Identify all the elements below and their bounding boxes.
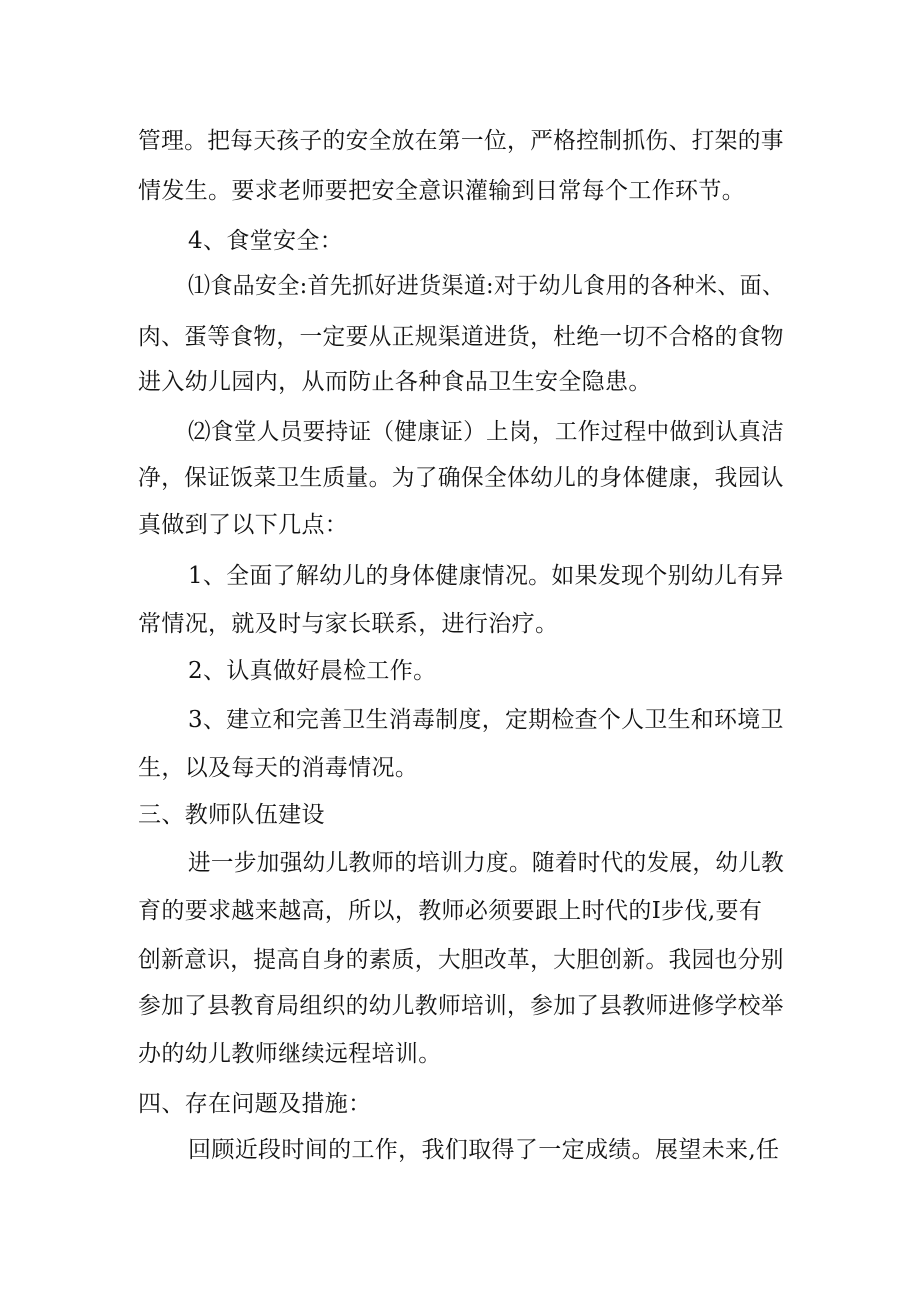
list-item: 3、建立和完善卫生消毒制度，定期检查个人卫生和环境卫 (188, 707, 784, 733)
text-line: 生，以及每天的消毒情况。 (138, 755, 419, 781)
text-line: 参加了县教育局组织的幼儿教师培训，参加了县教师进修学校举 (138, 993, 784, 1019)
text-line: 真做到了以下几点： (138, 512, 349, 538)
text-line: 创新意识，提高自身的素质，大胆改革，大胆创新。我园也分别 (138, 947, 784, 973)
text-line: 办的幼儿教师继续远程培训。 (138, 1041, 442, 1067)
text-line: ⑴食品安全:首先抓好进货渠道:对于幼儿食用的各种米、面、 (188, 273, 785, 299)
text-line: 进入幼儿园内，从而防止各种食品卫生安全隐患。 (138, 369, 652, 395)
text-line: 常情况，就及时与家长联系，进行治疗。 (138, 611, 559, 637)
text-line: 回顾近段时间的工作，我们取得了一定成绩。展望未来,任 (188, 1137, 780, 1163)
text-line: 管理。把每天孩子的安全放在第一位，严格控制抓伤、打架的事 (138, 128, 784, 154)
list-item: 1、全面了解幼儿的身体健康情况。如果发现个别幼儿有异 (188, 563, 784, 589)
text-line: 肉、蛋等食物，一定要从正规渠道进货，杜绝一切不合格的食物 (138, 324, 784, 350)
text-line: 育的要求越来越高，所以，教师必须要跟上时代的I步伐,要有 (138, 898, 763, 924)
list-item: 2、认真做好晨检工作。 (188, 658, 437, 684)
section-heading: 三、教师队伍建设 (138, 802, 325, 828)
text-line: 进一步加强幼儿教师的培训力度。随着时代的发展，幼儿教 (188, 850, 785, 876)
section-heading: 4、食堂安全： (188, 228, 344, 254)
text-line: ⑵食堂人员要持证（健康证）上岗，工作过程中做到认真洁 (188, 419, 785, 445)
text-line: 净，保证饭菜卫生质量。为了确保全体幼儿的身体健康，我园认 (138, 465, 784, 491)
section-heading: 四、存在问题及措施： (138, 1091, 372, 1117)
text-line: 情发生。要求老师要把安全意识灌输到日常每个工作环节。 (138, 178, 746, 204)
